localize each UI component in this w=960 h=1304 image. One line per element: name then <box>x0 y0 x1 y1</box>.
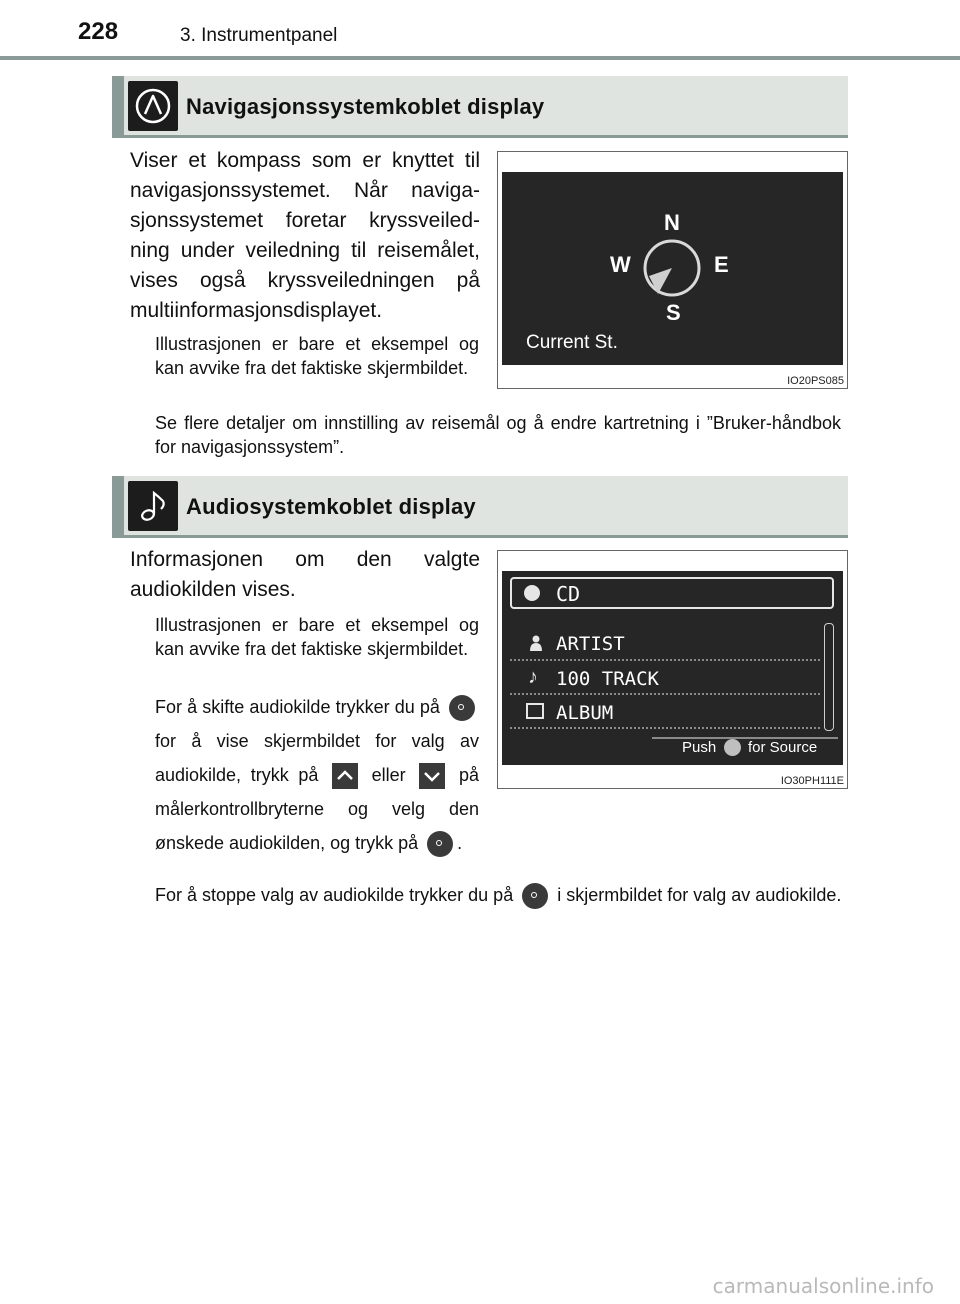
section-stripe <box>112 76 124 135</box>
instruction-part: For å stoppe valg av audiokilde trykker du på <box>155 885 514 905</box>
section-header-navigation <box>112 76 848 138</box>
instruction-part: i skjermbildet for valg av audiokilde. <box>557 885 842 905</box>
instruction-part: For å skifte audiokilde trykker du på <box>155 697 440 717</box>
watermark: carmanualsonline.info <box>712 1274 934 1298</box>
section-title: Audiosystemkoblet display <box>186 494 476 519</box>
audio-instructions-text <box>155 690 479 860</box>
nav-intro-text: Viser et kompass som er knyttet til navigasjonssystemet. Når naviga-sjonssystemet foretar kryssveiled-ning under veiledning til reisemålet, vises også kryssveiledningen på multiinformasjonsdisplayet. <box>130 149 480 322</box>
nav-note-details: Se flere detaljer om innstilling av reisemål og å endre kartretning i ”Bruker-håndbok for navigasjonssystem”. <box>155 413 841 457</box>
up-arrow-button-icon <box>332 763 358 789</box>
instruction-part: . <box>457 833 463 853</box>
down-arrow-button-icon <box>419 763 445 789</box>
music-note-icon: ♪ <box>528 666 538 688</box>
audio-stop-text <box>155 882 845 909</box>
enter-button-icon <box>449 695 475 721</box>
source-label: CD <box>556 582 581 606</box>
audio-display-figure <box>497 550 848 789</box>
row-divider <box>510 659 820 661</box>
instruction-part: eller <box>371 765 406 785</box>
album-label: ALBUM <box>556 702 614 724</box>
album-icon <box>526 703 544 719</box>
disc-icon <box>524 585 540 601</box>
page-number: 228 <box>78 18 119 45</box>
audio-screen <box>502 571 843 765</box>
navigation-arrow-icon <box>128 81 178 131</box>
instruction-part: for å vise skjermbildet for valg av audiokilde, trykk på <box>155 731 479 785</box>
header-divider <box>0 56 960 60</box>
knob-icon <box>724 739 741 756</box>
chapter-title: 3. Instrumentpanel <box>180 25 338 46</box>
section-header-audio <box>112 476 848 538</box>
compass-north: N <box>664 210 680 235</box>
scrollbar <box>824 623 834 731</box>
for-source-label: for Source <box>748 739 818 756</box>
instruction-part: på målerkontrollbryterne og velg den ønskede audiokilden, og trykk på <box>155 765 479 853</box>
artist-label: ARTIST <box>556 633 625 655</box>
push-label: Push <box>682 739 717 756</box>
row-divider <box>510 727 820 729</box>
compass-south: S <box>666 300 681 325</box>
compass-west: W <box>610 252 631 277</box>
track-label: 100 TRACK <box>556 668 659 690</box>
section-title: Navigasjonssystemkoblet display <box>186 94 545 119</box>
current-street-label: Current St. <box>526 332 618 353</box>
nav-note-illustration: Illustrasjonen er bare et eksempel og kan avvike fra det faktiske skjermbildet. <box>155 334 479 378</box>
audio-intro-text: Informasjonen om den valgte audiokilden vises. <box>130 548 480 601</box>
music-note-icon <box>128 481 178 531</box>
figure-code: IO30PH111E <box>780 775 844 787</box>
section-stripe <box>112 476 124 535</box>
person-icon <box>530 635 542 651</box>
compass-display-figure <box>497 151 848 389</box>
row-divider <box>510 693 820 695</box>
back-button-icon <box>522 883 548 909</box>
compass-east: E <box>714 252 729 277</box>
audio-note-illustration: Illustrasjonen er bare et eksempel og kan avvike fra det faktiske skjermbildet. <box>155 615 479 659</box>
compass-screen <box>502 172 843 365</box>
figure-code: IO20PS085 <box>787 375 844 387</box>
enter-button-icon <box>427 831 453 857</box>
